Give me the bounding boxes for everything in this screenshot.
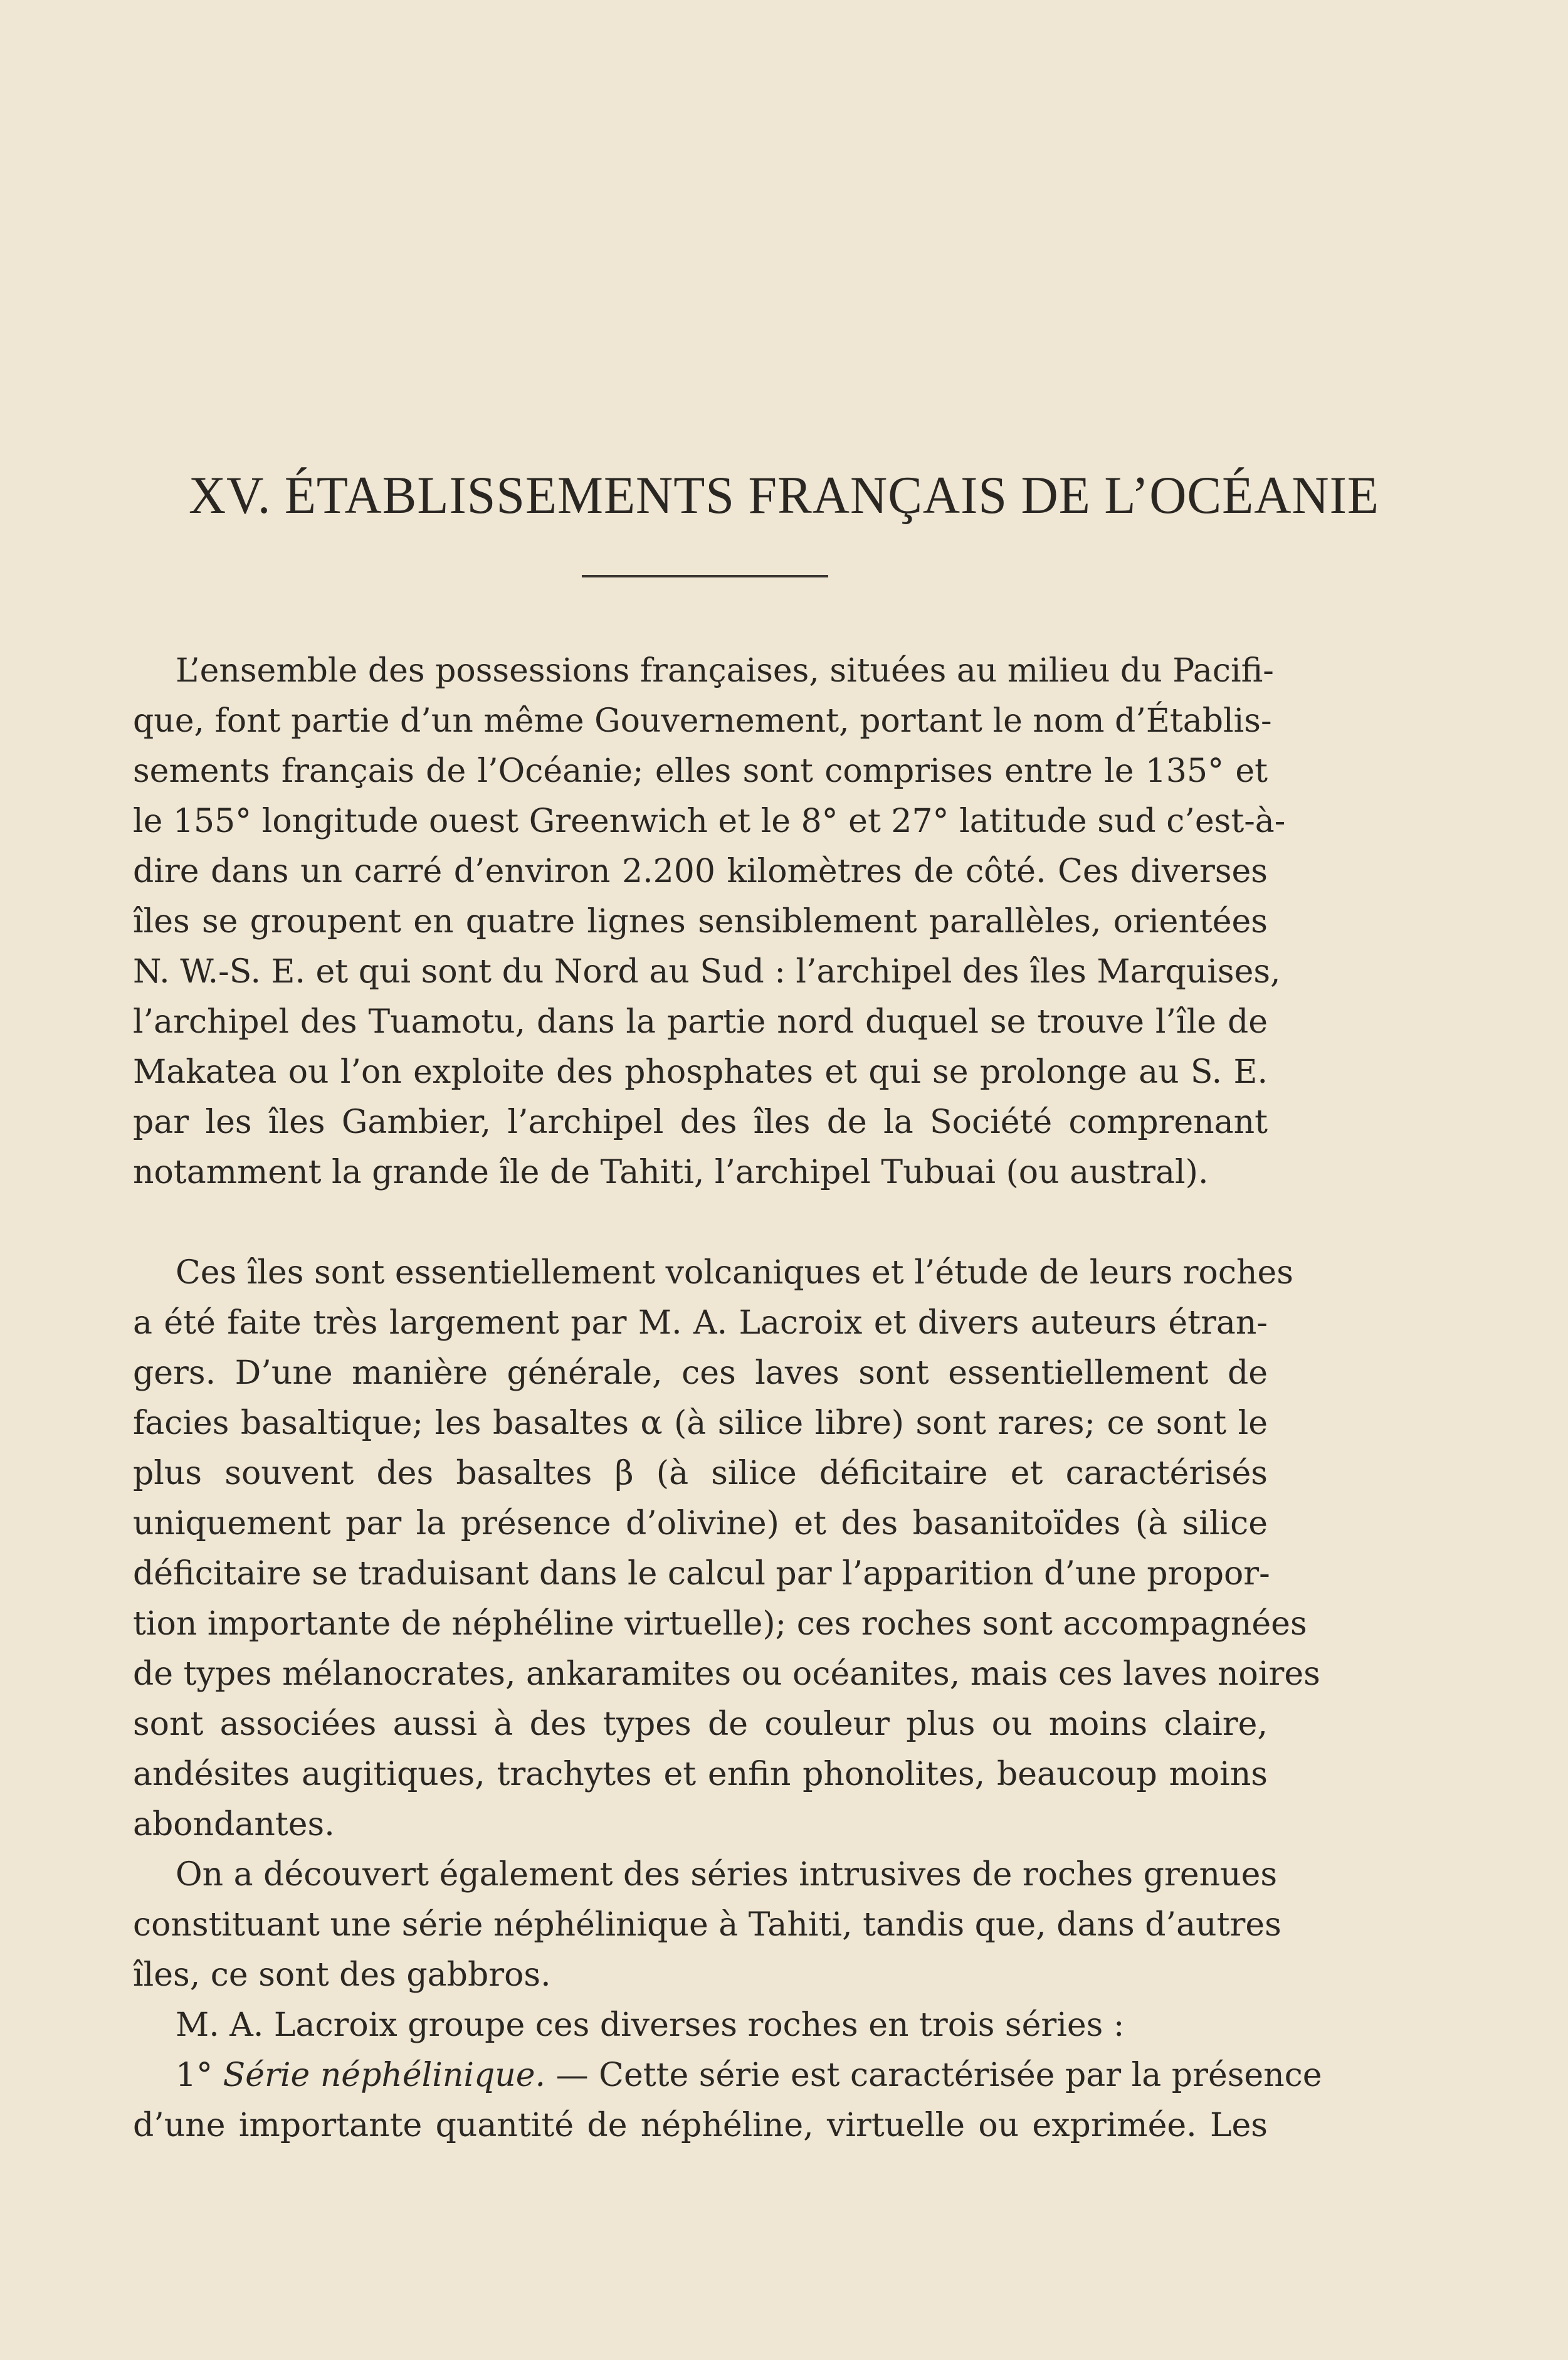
text-line: notamment la grande île de Tahiti, l’archipel Tubuai (ou austral).: [133, 1154, 1209, 1191]
text-line: M. A. Lacroix groupe ces diverses roches en trois séries :: [176, 2006, 1125, 2044]
series-text: — Cette série est caractérisée par la présence: [555, 2057, 1322, 2094]
text-line: a été faite très largement par M. A. Lacroix et divers auteurs étran-: [133, 1304, 1268, 1342]
series-name: Série néphélinique.: [223, 2057, 546, 2094]
text-line: abondantes.: [133, 1806, 335, 1843]
text-line: tion importante de néphéline virtuelle); ces roches sont accompagnées: [133, 1605, 1307, 1643]
text-line: facies basaltique; les basaltes α (à silice libre) sont rares; ce sont le: [133, 1404, 1268, 1442]
text-line: N. W.-S. E. et qui sont du Nord au Sud : l’archipel des îles Marquises,: [133, 953, 1281, 991]
text-line: îles, ce sont des gabbros.: [133, 1956, 551, 1994]
title-divider: [582, 575, 828, 577]
text-line: plus souvent des basaltes β (à silice déficitaire et caractérisés: [133, 1455, 1268, 1492]
text-line: On a découvert également des séries intrusives de roches grenues: [176, 1856, 1278, 1894]
series-number: 1°: [176, 2057, 213, 2094]
text-line: le 155° longitude ouest Greenwich et le 8° et 27° latitude sud c’est-à-: [133, 803, 1286, 840]
paragraph-2: [133, 1248, 1322, 2151]
text-line: gers. D’une manière générale, ces laves sont essentiellement de: [133, 1354, 1268, 1392]
text-line: par les îles Gambier, l’archipel des îles de la Société comprenant: [133, 1104, 1268, 1141]
text-line: déficitaire se traduisant dans le calcul par l’apparition d’une propor-: [133, 1555, 1270, 1593]
text-line: Ces îles sont essentiellement volcaniques et l’étude de leurs roches: [176, 1254, 1293, 1292]
text-line: d’une importante quantité de néphéline, virtuelle ou exprimée. Les: [133, 2107, 1268, 2144]
page-title: XV. ÉTABLISSEMENTS FRANÇAIS DE L’OCÉANIE: [188, 465, 1380, 525]
text-line: l’archipel des Tuamotu, dans la partie nord duquel se trouve l’île de: [133, 1003, 1268, 1041]
text-line: que, font partie d’un même Gouvernement, portant le nom d’Établis-: [133, 702, 1272, 740]
series-line: [133, 2050, 1322, 2100]
text-line: îles se groupent en quatre lignes sensiblement parallèles, orientées: [133, 903, 1268, 940]
text-line: andésites augitiques, trachytes et enfin phonolites, beaucoup moins: [133, 1756, 1268, 1793]
paragraph-1: [133, 646, 1286, 1198]
text-line: L’ensemble des possessions françaises, situées au milieu du Pacifi-: [176, 652, 1274, 690]
text-line: sements français de l’Océanie; elles sont comprises entre le 135° et: [133, 752, 1268, 790]
text-line: uniquement par la présence d’olivine) et des basanitoïdes (à silice: [133, 1505, 1268, 1542]
text-line: de types mélanocrates, ankaramites ou océanites, mais ces laves noires: [133, 1655, 1320, 1693]
text-line: dire dans un carré d’environ 2.200 kilomètres de côté. Ces diverses: [133, 853, 1268, 890]
text-line: constituant une série néphélinique à Tahiti, tandis que, dans d’autres: [133, 1906, 1281, 1944]
text-line: Makatea ou l’on exploite des phosphates et qui se prolonge au S. E.: [133, 1053, 1268, 1091]
text-line: sont associées aussi à des types de couleur plus ou moins claire,: [133, 1705, 1268, 1743]
